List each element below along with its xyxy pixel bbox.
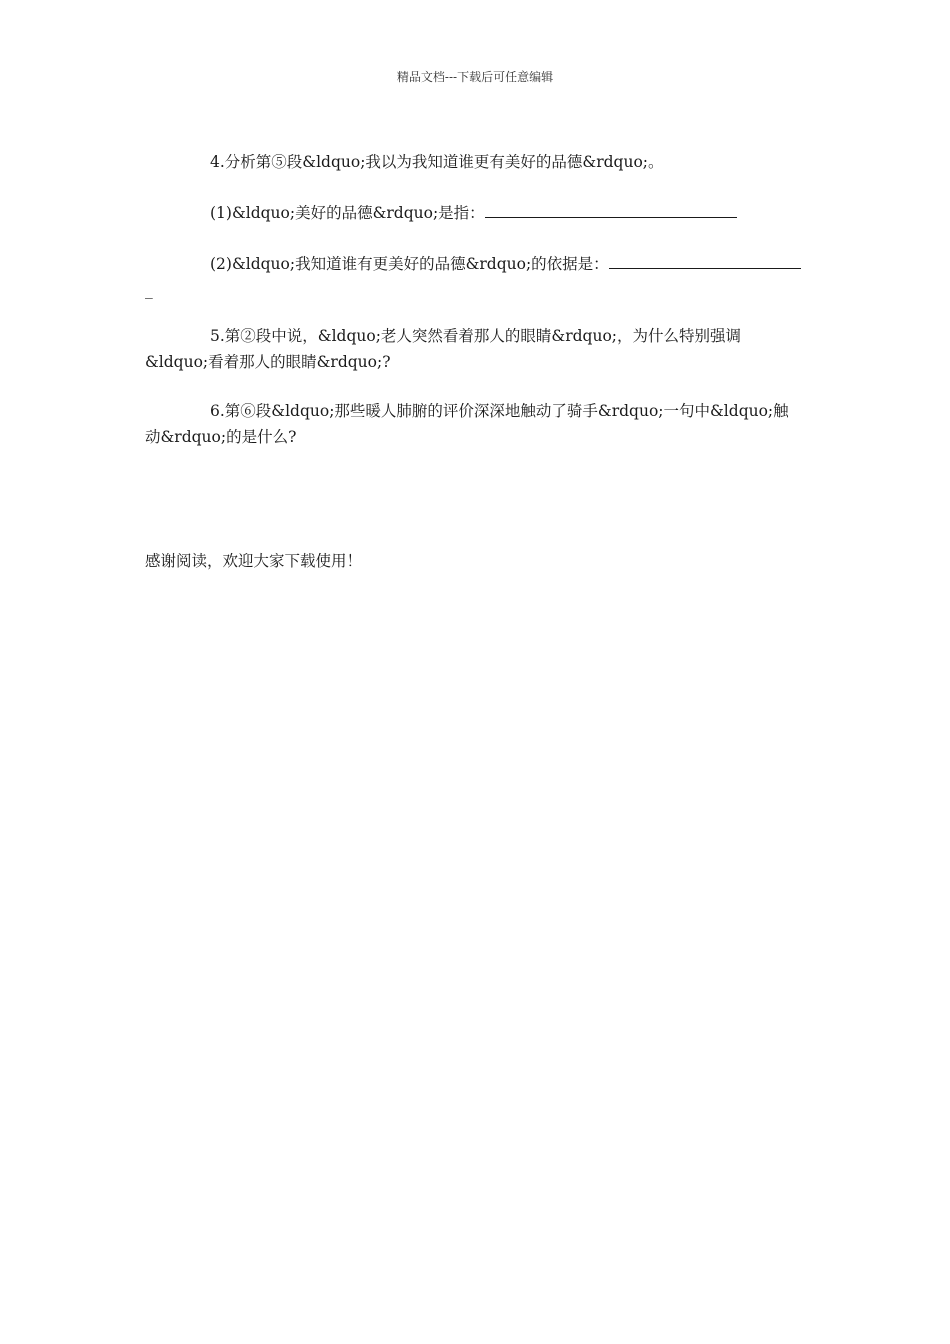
question-6-line-1: 6.第⑥段&ldquo;那些暖人肺腑的评价深深地触动了骑手&rdquo;一句中&ldquo;触 [210, 402, 789, 420]
question-4-sub-1-text: (1)&ldquo;美好的品德&rdquo;是指： [210, 204, 485, 222]
question-4-sub-2-text: (2)&ldquo;我知道谁有更美好的品德&rdquo;的依据是： [210, 255, 609, 273]
question-5-line-2: &ldquo;看着那人的眼睛&rdquo;? [145, 353, 391, 371]
page-header: 精品文档---下载后可任意编辑 [396, 70, 554, 84]
question-4-sub-1 [210, 202, 737, 223]
question-5-line-1: 5.第②段中说，&ldquo;老人突然看着那人的眼睛&rdquo;，为什么特别强调 [210, 327, 742, 345]
thanks-note: 感谢阅读，欢迎大家下载使用！ [145, 552, 363, 570]
question-4-sub-2 [210, 253, 801, 274]
question-6-line-2: 动&rdquo;的是什么? [145, 428, 297, 446]
question-4-stem: 4.分析第⑤段&ldquo;我以为我知道谁更有美好的品德&rdquo;。 [210, 153, 664, 171]
answer-blank-4-1 [485, 202, 737, 218]
answer-blank-4-2 [609, 253, 801, 269]
question-4-sub-2-wrap: _ [145, 281, 153, 299]
